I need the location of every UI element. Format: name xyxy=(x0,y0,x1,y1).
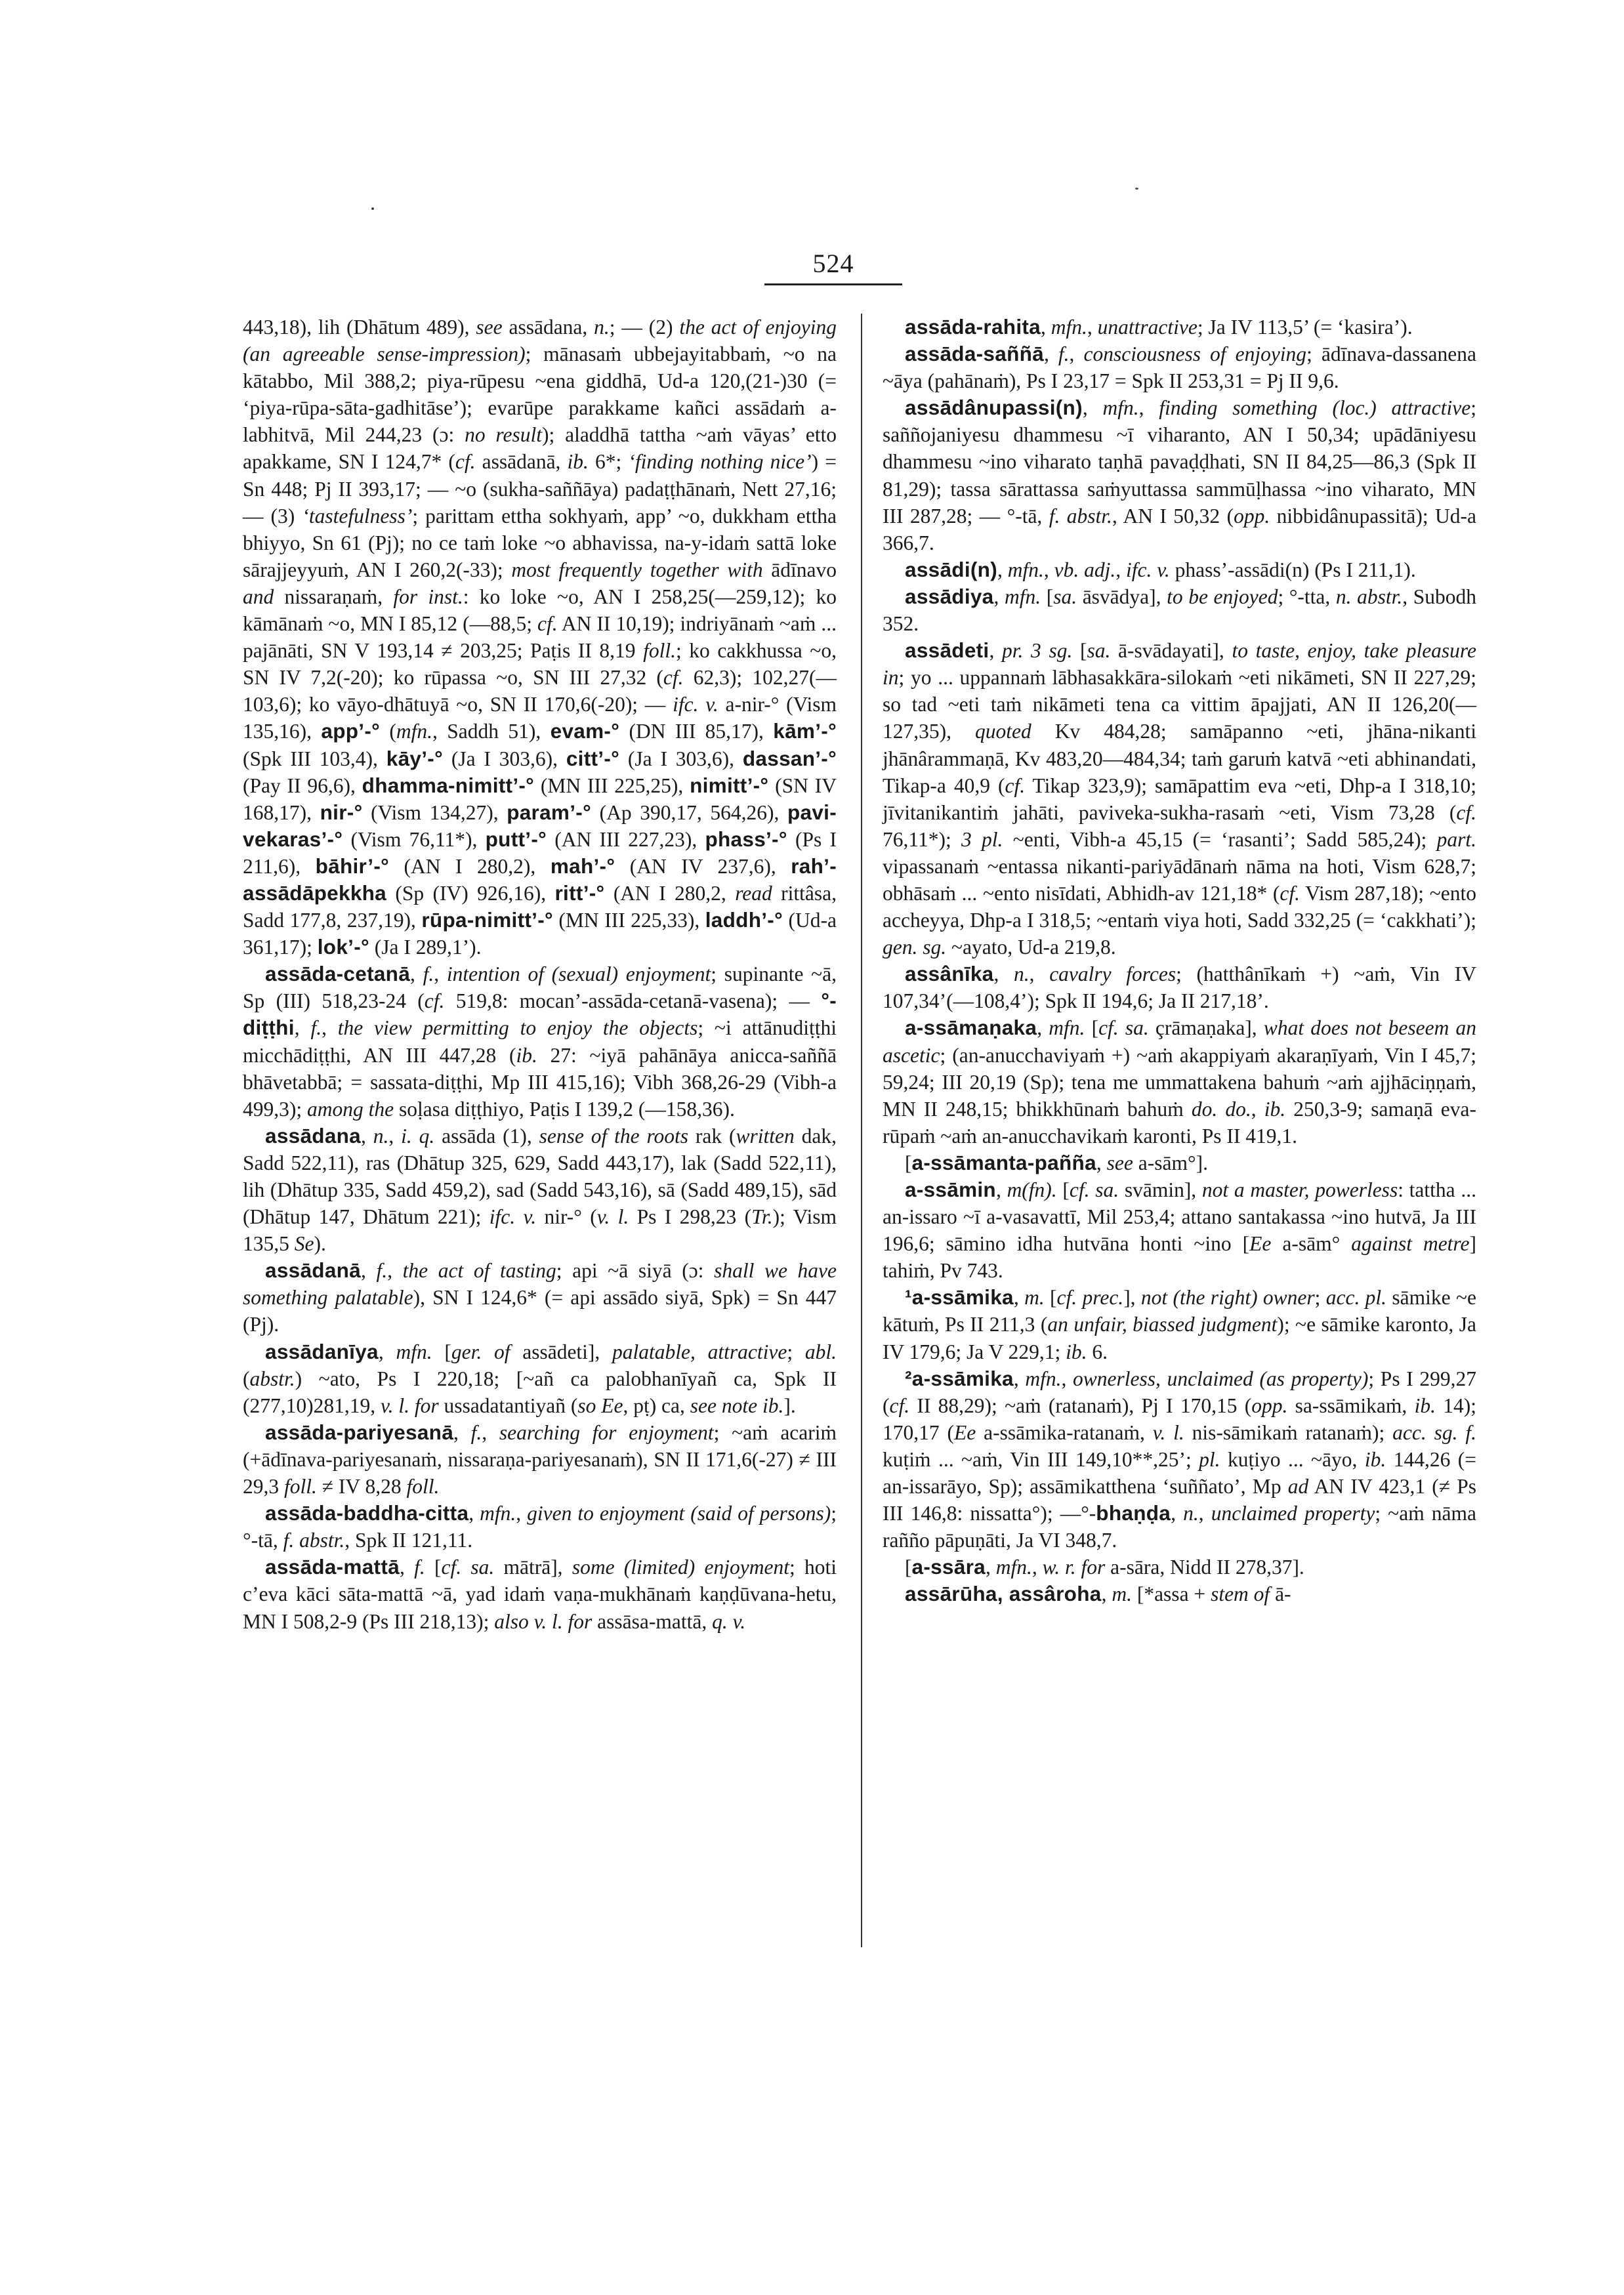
dictionary-entry: assādeti, pr. 3 sg. [sa. ā-svādayati], to taste, enjoy, take pleasure in; yo ... uppannaṁ lābhasakkāra-silokaṁ ~eti nikāmeti, SN II 227,29; so tad ~eti taṁ nikāmeti tena ca vittim āpajjati, AN II 126,20(—127,35), quoted Kv 484,28; samāpanno ~eti, jhāna-nikanti jhānârammaṇā, Kv 483,20—484,34; taṁ garuṁ katvā ~eti abhinandati, Tikap-a 40,9 (cf. Tikap 323,9); samāpattim eva ~eti, Dhp-a I 318,10; jīvitanikantiṁ jahāti, paviveka-sukha-rasaṁ ~eti, Vism 73,28 (cf. 76,11*); 3 pl. ~enti, Vibh-a 45,15 (= ‘rasanti’; Sadd 585,24); part. vipassanaṁ ~entassa nikanti-pariyādānaṁ nāma na hoti, Vism 628,7; obhāsaṁ ... ~ento nisīdati, Abhidh-av 121,18* (cf. Vism 287,18); ~ento accheyya, Dhp-a I 318,5; ~entaṁ viya hoti, Sadd 332,25 (= ‘cakkhati’); gen. sg. ~ayato, Ud-a 219,8. xyxy=(883,638,1477,959)
dictionary-entry: [a-ssāra, mfn., w. r. for a-sāra, Nidd II 278,37]. xyxy=(905,1555,1304,1579)
dictionary-entry: assādi(n), mfn., vb. adj., ifc. v. phass’-assādi(n) (Ps I 211,1). xyxy=(905,557,1416,581)
dictionary-entry: assādânupassi(n), mfn., finding something (loc.) attractive; saññojaniyesu dhammesu ~ī viharanto, AN I 50,34; upādāniyesu dhammesu ~ino viharato taṇhā pavaḍḍhati, SN II 84,25—86,3 (Spk II 81,29); tassa sārattassa saṁyuttassa sammūḷhassa ~ino viharato, MN III 287,28; — °-tā, f. abstr., AN I 50,32 (opp. nibbidânupassitā); Ud-a 366,7. xyxy=(883,396,1476,554)
dictionary-entry: assādana, n., i. q. assāda (1), sense of the roots rak (written dak, Sadd 522,11), ras (Dhātup 325, 629, Sadd 443,17), lak (Sadd 522,11), lih (Dhātup 335, Sadd 459,2), sad (Sadd 543,16), sā (Sadd 489,15), sād (Dhātup 147, Dhātum 221); ifc. v. nir-° (v. l. Ps I 298,23 (Tr.); Vism 135,5 Se). xyxy=(243,1123,837,1256)
dictionary-entry: 443,18), lih (Dhātum 489), see assādana, n.; — (2) the act of enjoying (an agreeable sense-impression); mānasaṁ ubbejayitabbaṁ, ~o na kātabbo, Mil 388,2; piya-rūpesu ~ena giddhā, Ud-a 120,(21-)30 (= ‘piya-rūpa-sāta-gadhitāse’); evarūpe parakkame kañci assādaṁ a-labhitvā, Mil 244,23 (ɔ: no result); aladdhā tattha ~aṁ vāyas’ etto apakkame, SN I 124,7* (cf. assādanā, ib. 6*; ‘finding nothing nice’) = Sn 448; Pj II 393,17; — ~o (sukha-saññāya) padaṭṭhānaṁ, Nett 27,16; — (3) ‘tastefulness’; parittam ettha sokhyaṁ, app’ ~o, dukkham ettha bhiyyo, Sn 61 (Pj); no ce taṁ loke ~o abhavissa, na-y-idaṁ sattā loke sārajjeyyuṁ, AN I 260,2(-33); most frequently together with ādīnavo and nissaraṇaṁ, for inst.: ko loke ~o, AN I 258,25(—259,12); ko kāmānaṁ ~o, MN I 85,12 (—88,5; cf. AN II 10,19); indriyānaṁ ~aṁ ... pajānāti, SN V 193,14 ≠ 203,25; Paṭis II 8,19 foll.; ko cakkhussa ~o, SN IV 7,2(-20); ko rūpassa ~o, SN III 27,32 (cf. 62,3); 102,27(—103,6); ko vāyo-dhātuyā ~o, SN II 170,6(-20); — ifc. v. a-nir-° (Vism 135,16), app’-° (mfn., Saddh 51), evam-° (DN III 85,17), kām’-° (Spk III 103,4), kāy’-° (Ja I 303,6), citt’-° (Ja I 303,6), dassan’-° (Pay II 96,6), dhamma-nimitt’-° (MN III 225,25), nimitt’-° (SN IV 168,17), nir-° (Vism 134,27), param’-° (Ap 390,17, 564,26), pavi-vekaras’-° (Vism 76,11*), putt’-° (AN III 227,23), phass’-° (Ps I 211,6), bāhir’-° (AN I 280,2), mah’-° (AN IV 237,6), rah’-assādāpekkha (Sp (IV) 926,16), ritt’-° (AN I 280,2, read rittâsa, Sadd 177,8, 237,19), rūpa-nimitt’-° (MN III 225,33), laddh’-° (Ud-a 361,17); lok’-° (Ja I 289,1’). xyxy=(243,316,837,959)
scan-speck xyxy=(1135,188,1138,190)
dictionary-entry: assāda-saññā, f., consciousness of enjoying; ādīnava-dassanena ~āya (pahānaṁ), Ps I 23,17 = Spk II 253,31 = Pj II 9,6. xyxy=(883,342,1477,393)
dictionary-entry: a-ssāmin, m(fn). [cf. sa. svāmin], not a master, powerless: tattha ... an-issaro ~ī a-vasavattī, Mil 253,4; attano santakassa ~ino hutvā, Ja III 196,6; sāmino idha hutvāna honti ~ino [Ee a-sām° against metre] tahiṁ, Pv 743. xyxy=(883,1178,1477,1283)
column-divider xyxy=(861,314,862,1947)
dictionary-entry: assāda-mattā, f. [cf. sa. mātrā], some (limited) enjoyment; hoti c’eva kāci sāta-mattā ~ā, yad idaṁ vaṇa-mukhānaṁ kaṇḍūvana-hetu, MN I 508,2-9 (Ps III 218,13); also v. l. for assāsa-mattā, q. v. xyxy=(243,1555,837,1633)
dictionary-entry: assādanīya, mfn. [ger. of assādeti], palatable, attractive; abl.(abstr.) ~ato, Ps I 220,18; [~añ ca palobhanīyañ ca, Spk II (277,10)281,19, v. l. for ussadatantiyañ (so Ee, pṭ) ca, see note ib.]. xyxy=(243,1339,837,1417)
dictionary-entry: assāda-cetanā, f., intention of (sexual) enjoyment; supinante ~ā, Sp (III) 518,23-24 (cf. 519,8: mocan’-assāda-cetanā-vasena); — °-diṭṭhi, f., the view permitting to enjoy the objects; ~i attānudiṭṭhi micchādiṭṭhi, AN III 447,28 (ib. 27: ~iyā pahānāya anicca-saññā bhāvetabbā; = sassata-diṭṭhi, Mp III 415,16); Vibh 368,26-29 (Vibh-a 499,3); among the soḷasa diṭṭhiyo, Paṭis I 139,2 (—158,36). xyxy=(243,962,837,1121)
page-number-rule xyxy=(764,283,902,285)
dictionary-entry: assādiya, mfn. [sa. āsvādya], to be enjoyed; °-tta, n. abstr., Subodh 352. xyxy=(883,584,1476,636)
dictionary-entry: ²a-ssāmika, mfn., ownerless, unclaimed (as property); Ps I 299,27 (cf. II 88,29); ~aṁ (ratanaṁ), Pj I 170,15 (opp. sa-ssāmikaṁ, ib. 14); 170,17 (Ee a-ssāmika-ratanaṁ, v. l. nis-sāmikaṁ ratanaṁ); acc. sg. f. kuṭiṁ ... ~aṁ, Vin III 149,10**,25’; pl. kuṭiyo ... ~āyo, ib. 144,26 (= an-issarāyo, Sp); assāmikatthena ‘suññato’, Mp ad AN IV 423,1 (≠ Ps III 146,8: nissatta°); —°-bhaṇḍa, n., unclaimed property; ~aṁ nāma rañño pāpuṇāti, Ja VI 348,7. xyxy=(883,1366,1477,1552)
dictionary-entry: a-ssāmaṇaka, mfn. [cf. sa. çrāmaṇaka], what does not beseem an ascetic; (an-anucchaviyaṁ +) ~aṁ akappiyaṁ akaraṇīyaṁ, Vin I 45,7; 59,24; III 20,19 (Sp); tena me ummattakena bahuṁ ~aṁ ajjhāciṇṇaṁ, MN II 248,15; bhikkhūnaṁ bahuṁ do. do., ib. 250,3-9; samaṇā eva-rūpaṁ ~aṁ an-anucchavikaṁ karonti, Ps II 419,1. xyxy=(883,1016,1477,1148)
dictionary-entry: assārūha, assâroha, m. [*assa + stem of ā- xyxy=(905,1582,1291,1606)
dictionary-entry: assāda-baddha-citta, mfn., given to enjoyment (said of persons); °-tā, f. abstr., Spk II 121,11. xyxy=(243,1501,837,1552)
dictionary-entry: assādanā, f., the act of tasting; api ~ā siyā (ɔ: shall we have something palatable), SN I 124,6* (= api assādo siyā, Spk) = Sn 447 (Pj). xyxy=(243,1258,837,1336)
left-column xyxy=(243,314,837,1635)
scan-speck xyxy=(371,207,374,210)
dictionary-entry: assânīka, n., cavalry forces; (hatthânīkaṁ +) ~aṁ, Vin IV 107,34’(—108,4’); Spk II 194,6; Ja II 217,18’. xyxy=(883,962,1477,1013)
dictionary-entry: [a-ssāmanta-pañña, see a-sām°]. xyxy=(905,1150,1208,1174)
dictionary-entry: assāda-rahita, mfn., unattractive; Ja IV 113,5’ (= ‘kasira’). xyxy=(905,315,1413,339)
page-number: 524 xyxy=(812,249,854,278)
right-column xyxy=(883,314,1476,1608)
dictionary-entry: ¹a-ssāmika, m. [cf. prec.], not (the right) owner; acc. pl. sāmike ~e kātuṁ, Ps II 211,3 (an unfair, biassed judgment); ~e sāmike karonto, Ja IV 179,6; Ja V 229,1; ib. 6. xyxy=(883,1285,1476,1363)
dictionary-entry: assāda-pariyesanā, f., searching for enjoyment; ~aṁ acariṁ (+ādīnava-pariyesanaṁ, nissaraṇa-pariyesanaṁ), SN II 171,6(-27) ≠ III 29,3 foll. ≠ IV 8,28 foll. xyxy=(243,1420,837,1499)
